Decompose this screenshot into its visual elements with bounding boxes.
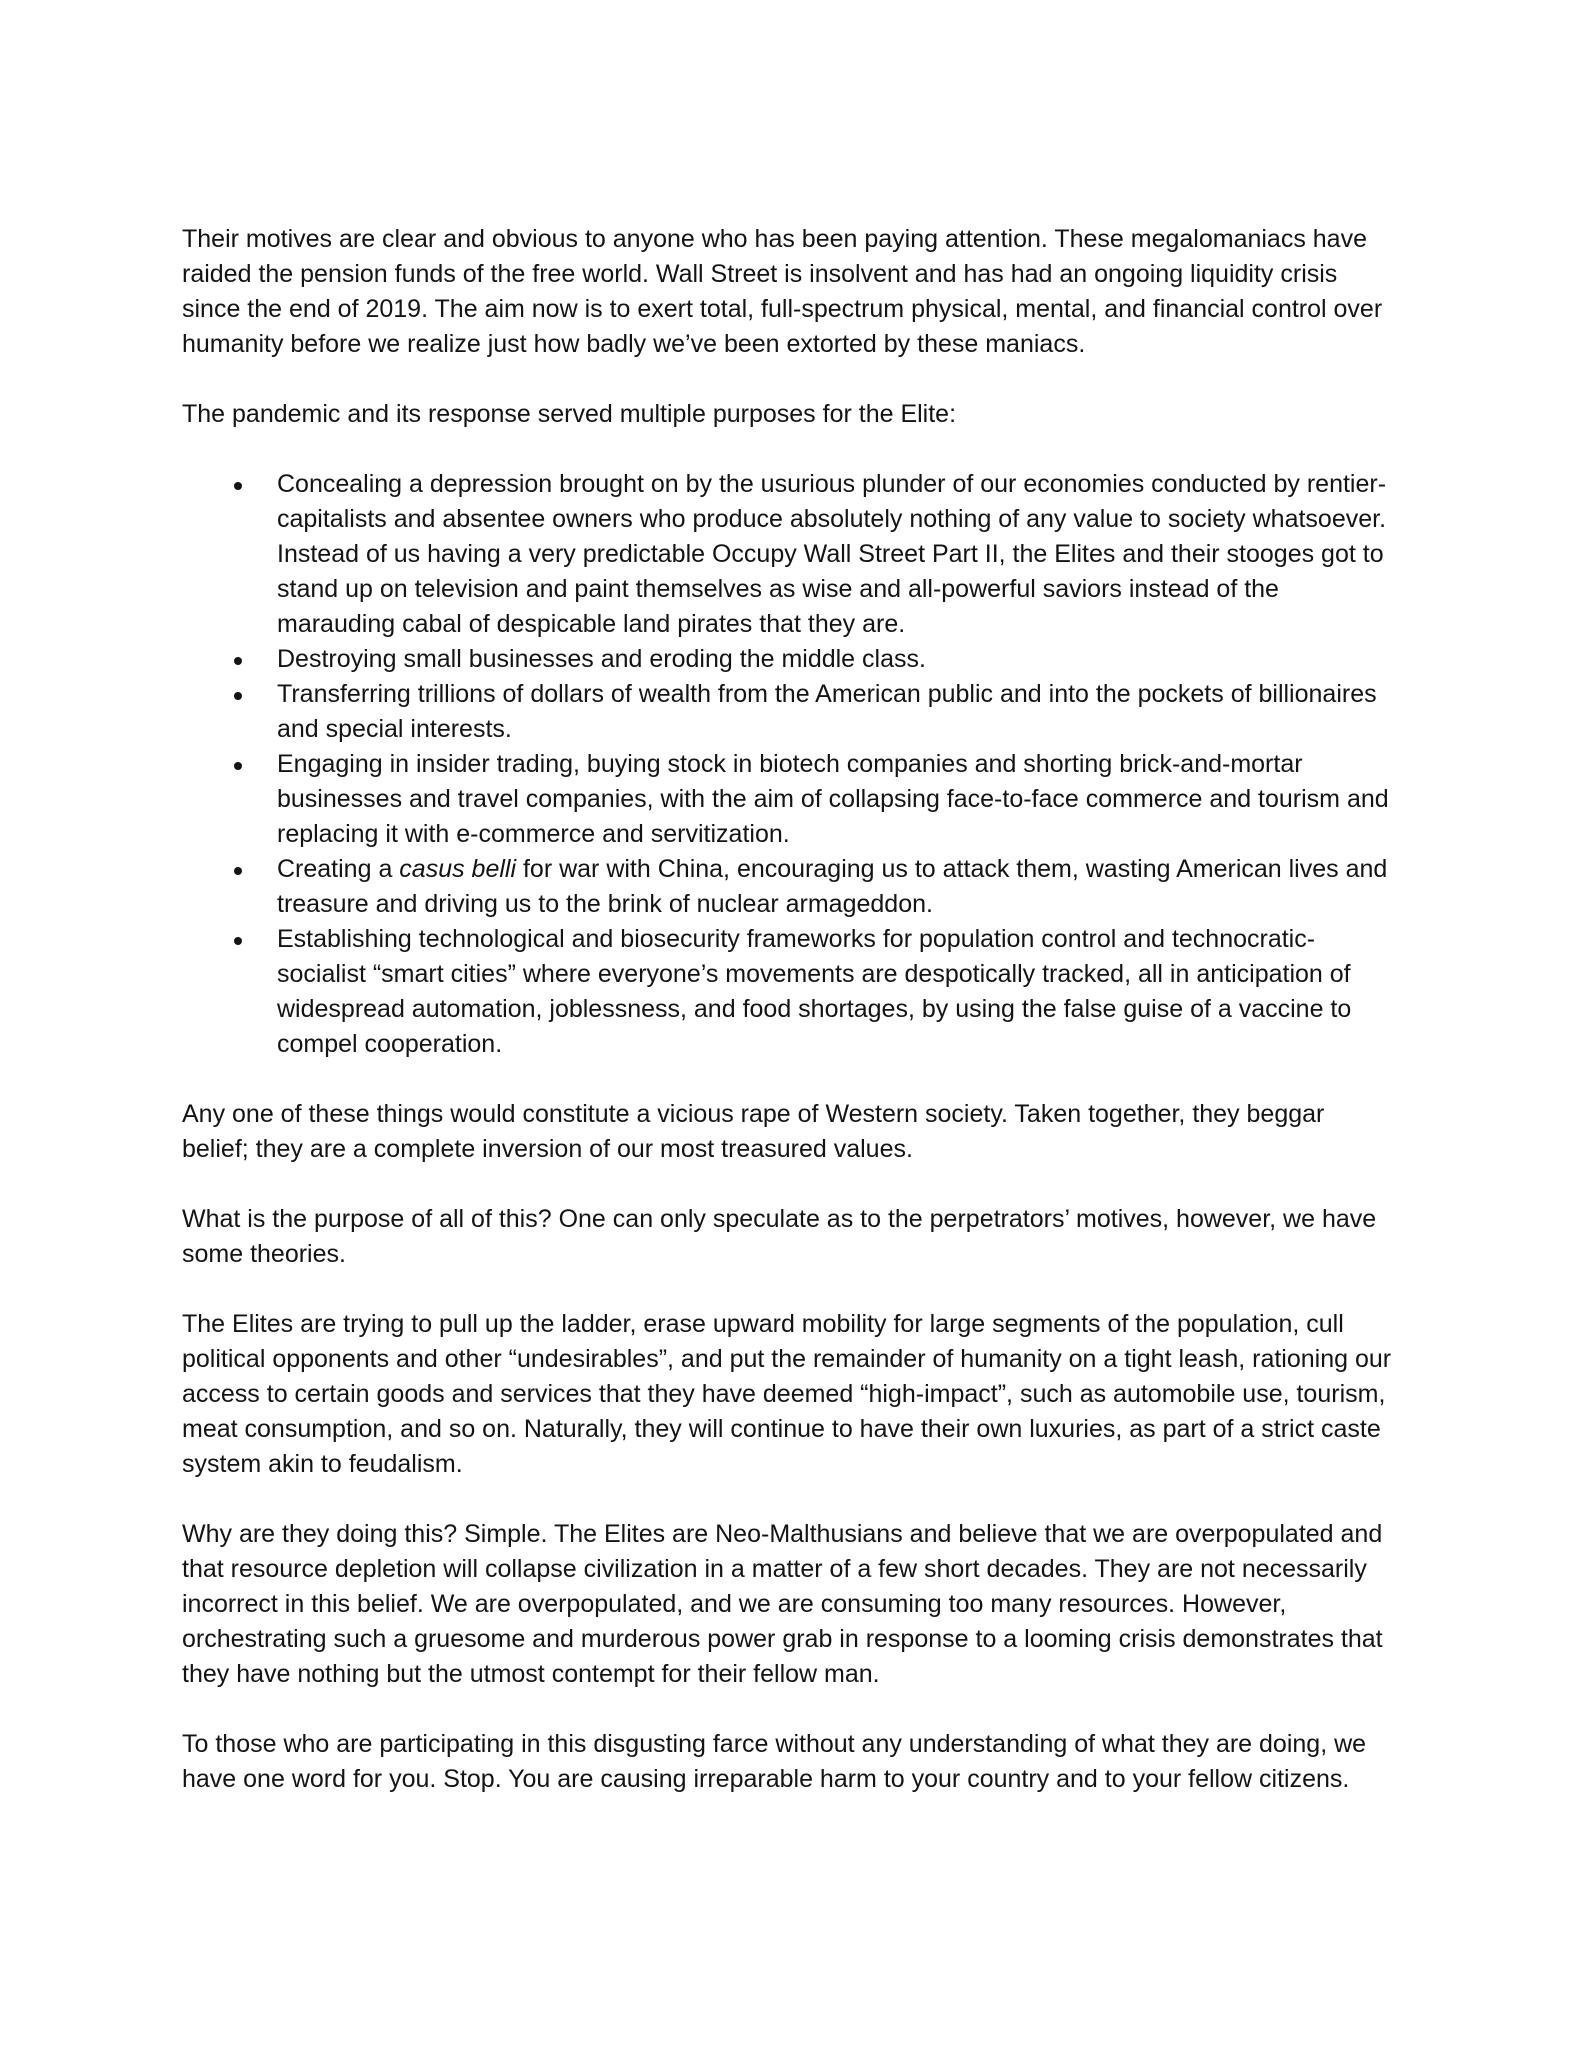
list-item-biosecurity-frameworks — [182, 922, 1394, 1062]
list-item-concealing-depression — [182, 467, 1394, 642]
list-item-insider-trading — [182, 747, 1394, 852]
bullet-icon — [234, 692, 242, 700]
list-item-text: Destroying small businesses and eroding the middle class. — [277, 645, 926, 673]
list-item-text: Concealing a depression brought on by the usurious plunder of our economies conducted by rentier-capitalists and absentee owners who produce absolutely nothing of any value to society whatsoever. Instead of us having a very predictable Occupy Wall Street Part II, the Elites and their stooges got to stand up on television and paint themselves as wise and all-powerful saviors instead of the marauding cabal of despicable land pirates that they are. — [277, 470, 1387, 638]
bullet-icon — [234, 937, 242, 945]
bullet-icon — [234, 762, 242, 770]
list-item-text: Engaging in insider trading, buying stock in biotech companies and shorting brick-and-mortar businesses and travel companies, with the aim of collapsing face-to-face commerce and tourism and replacing it with e-commerce and servitization. — [277, 750, 1389, 848]
document-body — [182, 222, 1394, 1832]
paragraph-pandemic-purposes-lead: The pandemic and its response served multiple purposes for the Elite: — [182, 400, 957, 428]
list-item-text: Transferring trillions of dollars of wealth from the American public and into the pockets of billionaires and special interests. — [277, 680, 1377, 743]
paragraph-neo-malthusians: Why are they doing this? Simple. The Elites are Neo-Malthusians and believe that we are overpopulated and that resource depletion will collapse civilization in a matter of a few short decades. They are not necessarily incorrect in this belief. We are overpopulated, and we are consuming too many resources. However, orchestrating such a gruesome and murderous power grab in response to a looming crisis demonstrates that they have nothing but the utmost contempt for their fellow man. — [182, 1520, 1383, 1688]
paragraph-pull-up-ladder: The Elites are trying to pull up the ladder, erase upward mobility for large segments of the population, cull political opponents and other “undesirables”, and put the remainder of humanity on a tight leash, rationing our access to certain goods and services that they have deemed “high-impact”, such as automobile use, tourism, meat consumption, and so on. Naturally, they will continue to have their own luxuries, as part of a strict caste system akin to feudalism. — [182, 1310, 1392, 1478]
list-item-text: Establishing technological and biosecurity frameworks for population control and technocratic-socialist “smart cities” where everyone’s movements are despotically tracked, all in anticipation of widespread automation, joblessness, and food shortages, by using the false guise of a vaccine to compel cooperation. — [277, 925, 1352, 1058]
list-item-text: Creating a casus belli for war with China, encouraging us to attack them, wasting American lives and treasure and driving us to the brink of nuclear armageddon. — [277, 855, 1388, 918]
purpose-bullet-list — [182, 467, 1394, 1062]
list-item-casus-belli — [182, 852, 1394, 922]
paragraph-stop-warning: To those who are participating in this disgusting farce without any understanding of what they are doing, we have one word for you. Stop. You are causing irreparable harm to your country and to your fellow citizens. — [182, 1730, 1367, 1793]
list-item-transferring-wealth — [182, 677, 1394, 747]
list-item-destroying-businesses — [182, 642, 1394, 677]
paragraph-vicious-rape: Any one of these things would constitute a vicious rape of Western society. Taken together, they beggar belief; they are a complete inversion of our most treasured values. — [182, 1100, 1325, 1163]
paragraph-purpose-question: What is the purpose of all of this? One can only speculate as to the perpetrators’ motives, however, we have some theories. — [182, 1205, 1377, 1268]
bullet-icon — [234, 657, 242, 665]
bullet-icon — [234, 867, 242, 875]
paragraph-motives: Their motives are clear and obvious to anyone who has been paying attention. These megalomaniacs have raided the pension funds of the free world. Wall Street is insolvent and has had an ongoing liquidity crisis since the end of 2019. The aim now is to exert total, full-spectrum physical, mental, and financial control over humanity before we realize just how badly we’ve been extorted by these maniacs. — [182, 225, 1383, 358]
bullet-icon — [234, 482, 242, 490]
